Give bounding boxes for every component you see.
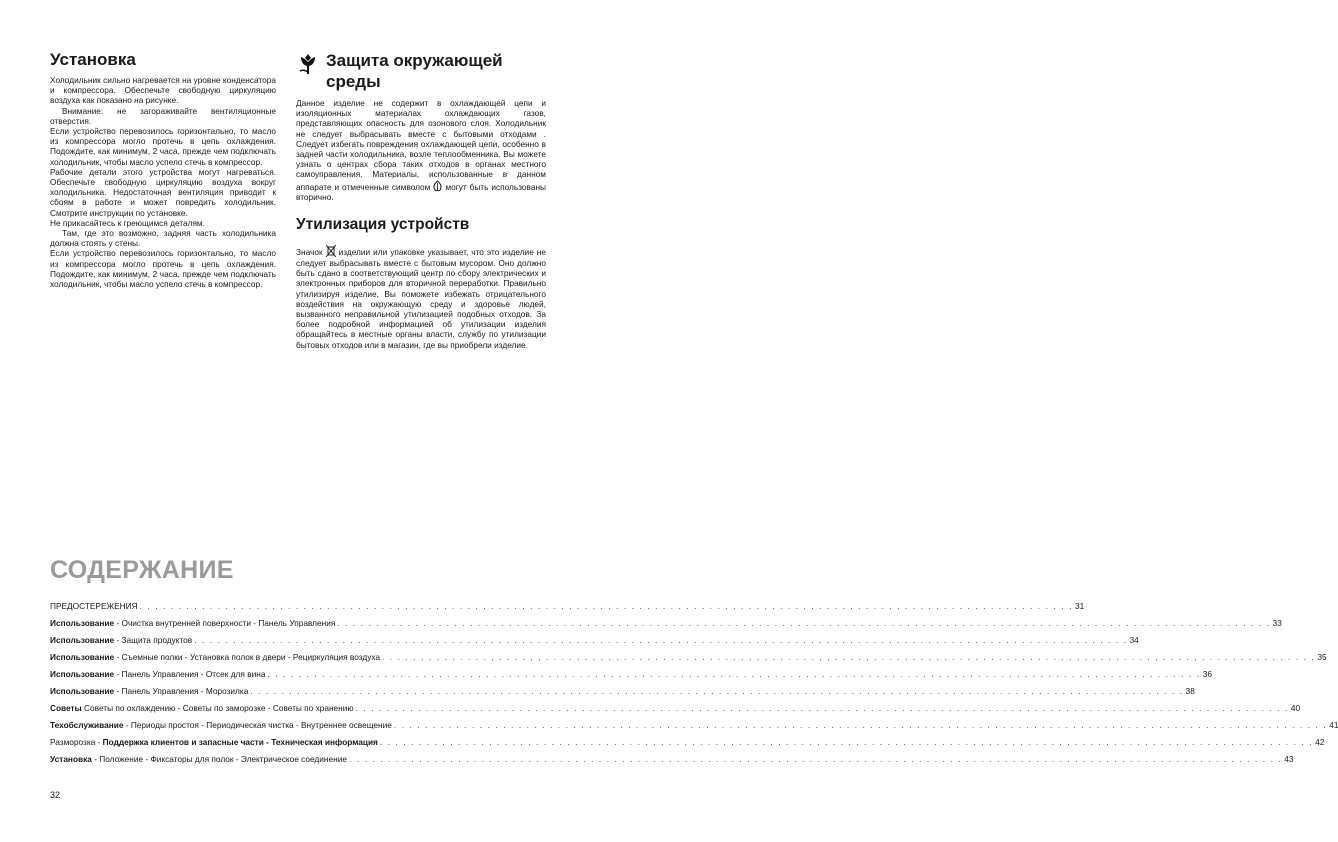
contents-entry: Разморозка - Поддержка клиентов и запасные части - Техническая информация — [50, 737, 378, 747]
contents-page-number: 35 — [1317, 652, 1327, 662]
contents-row[interactable] — [50, 669, 1212, 686]
warning-paragraph: Внимание: не загораживайте вентиляционные отверстия. — [50, 105, 276, 126]
contents-row[interactable] — [50, 686, 1195, 703]
installation-title: Установка — [50, 50, 136, 69]
contents-entry: ПРЕДОСТЕРЕЖЕНИЯ — [50, 601, 138, 611]
contents-entry: Использование - Съемные полки - Установка полок в двери - Рециркуляция воздуха — [50, 652, 381, 662]
contents-page-number: 40 — [1290, 703, 1301, 713]
paragraph: Там, где это возможно, задняя часть холодильника должна стоять у стены. — [50, 228, 276, 249]
page-number: 32 — [50, 790, 61, 800]
contents-entry: Установка - Положение - Фиксаторы для полок - Электрическое соединение — [50, 754, 347, 764]
contents-row[interactable] — [50, 635, 1139, 652]
contents-page-number: 42 — [1315, 737, 1325, 747]
recycle-leaf-icon — [432, 180, 443, 192]
environment-paragraph: Данное изделие не содержит в охлаждающей цепи и изоляционных материалах охлаждающих газов, представляющих опасность для озонового слоя. Холодильник не следует выбрасывать вместе с бытовыми отходами . Следует избегать повреждения охлаждающей цепи, особенно в задней части холодильника, возле теплообменника. Вы можете узнать о центрах сбора таких отходов в органах местного самоуправления. Материалы, использованные в данном аппарате и отмеченные символом могут быть использованы вторично. — [296, 98, 546, 202]
contents-row[interactable] — [50, 737, 1325, 754]
tulip-icon — [296, 52, 320, 76]
contents-page-number: 31 — [1074, 601, 1085, 611]
contents-entry: Советы Советы по охлаждению - Советы по заморозке - Советы по хранению — [50, 703, 354, 713]
leader-dots: . . . . . . . . . . . . . . . . . . . . . . . . . . . . . . . . . . . . . . . . . . . . . . . . . . . . . . . . . . . . . . . . . . . . . . . . . . . . . . . . . . . . . . . . . . . . . . . . . . . . . . . . . . . . . . . . . . . . . . . . — [355, 703, 1289, 713]
leader-dots: . . . . . . . . . . . . . . . . . . . . . . . . . . . . . . . . . . . . . . . . . . . . . . . . . . . . . . . . . . . . . . . . . . . . . . . . . . . . . . . . . . . . . . . . . . . . . . . . . . . . . . . . . . . . . . . . . . . . . . . . — [194, 635, 1128, 645]
paragraph: Если устройство перевозилось горизонтально, то масло из компрессора могло протечь в цепь охлаждения. Подождите, как минимум, 2 часа, прежде чем подключать холодильник, чтобы масло успело стечь в компрессор. — [50, 248, 276, 290]
leader-dots: . . . . . . . . . . . . . . . . . . . . . . . . . . . . . . . . . . . . . . . . . . . . . . . . . . . . . . . . . . . . . . . . . . . . . . . . . . . . . . . . . . . . . . . . . . . . . . . . . . . . . . . . . . . . . . . . . . . . . . . . — [139, 601, 1073, 611]
contents-page-number: 36 — [1202, 669, 1212, 679]
environment-heading — [296, 50, 546, 92]
contents-row[interactable] — [50, 652, 1327, 669]
leader-dots: . . . . . . . . . . . . . . . . . . . . . . . . . . . . . . . . . . . . . . . . . . . . . . . . . . . . . . . . . . . . . . . . . . . . . . . . . . . . . . . . . . . . . . . . . . . . . . . . . . . . . . . . . . . . . . . . . . . . . . . . — [267, 669, 1201, 679]
crossed-bin-icon — [325, 244, 337, 258]
paragraph: Не прикасайтесь к греющимся деталям. — [50, 217, 205, 228]
disposal-title: Утилизация устройств — [296, 216, 470, 234]
contents-row[interactable] — [50, 601, 1085, 618]
contents-page-number: 43 — [1284, 754, 1294, 764]
paragraph: Если устройство перевозилось горизонтально, то масло из компрессора могло протечь в цепь охлаждения. Подождите, как минимум, 2 часа, прежде чем подключать холодильник, чтобы масло успело стечь в компрессор. — [50, 126, 276, 167]
environment-section — [296, 50, 546, 350]
contents-entry: Использование - Защита продуктов — [50, 635, 193, 645]
leader-dots: . . . . . . . . . . . . . . . . . . . . . . . . . . . . . . . . . . . . . . . . . . . . . . . . . . . . . . . . . . . . . . . . . . . . . . . . . . . . . . . . . . . . . . . . . . . . . . . . . . . . . . . . . . . . . . . . . . . . . . . . — [379, 737, 1314, 747]
environment-title: Защита окружающей среды — [326, 51, 503, 91]
contents-page-number: 33 — [1272, 618, 1282, 628]
contents-page-number: 41 — [1329, 720, 1338, 730]
leader-dots: . . . . . . . . . . . . . . . . . . . . . . . . . . . . . . . . . . . . . . . . . . . . . . . . . . . . . . . . . . . . . . . . . . . . . . . . . . . . . . . . . . . . . . . . . . . . . . . . . . . . . . . . . . . . . . . . . . . . . . . . — [348, 754, 1283, 764]
contents-row[interactable] — [50, 754, 1294, 771]
disposal-paragraph: Значок изделии или упаковке указывает, что это изделие не следует выбрасывать вместе с бытовым мусором. Оно должно быть сдано в соответствующий центр по сбору электрических и электронных приборов для вторичной переработки. Правильно утилизируя изделие, Вы поможете избежать отрицательного воздействия на окружающую среду и здоровье людей, вызванного неправильной утилизацией подобных отходов. За более подробной информацией об утилизации изделия обращайтесь в местные органы власти, службу по утилизации бытовых отходов или в магазин, где вы приобрели изделие. — [296, 244, 546, 350]
contents-entry: Техобслуживание - Периоды простоя - Периодическая чистка - Внутреннее освещение — [50, 720, 392, 730]
leader-dots: . . . . . . . . . . . . . . . . . . . . . . . . . . . . . . . . . . . . . . . . . . . . . . . . . . . . . . . . . . . . . . . . . . . . . . . . . . . . . . . . . . . . . . . . . . . . . . . . . . . . . . . . . . . . . . . . . . . . . . . . — [382, 652, 1316, 662]
contents-page-number: 38 — [1185, 686, 1195, 696]
contents-row[interactable] — [50, 618, 1282, 635]
contents-page-number: 34 — [1129, 635, 1139, 645]
contents-entry: Использование - Панель Управления - Отсек для вина — [50, 669, 266, 679]
contents-row[interactable] — [50, 720, 1338, 737]
leader-dots: . . . . . . . . . . . . . . . . . . . . . . . . . . . . . . . . . . . . . . . . . . . . . . . . . . . . . . . . . . . . . . . . . . . . . . . . . . . . . . . . . . . . . . . . . . . . . . . . . . . . . . . . . . . . . . . . . . . . . . . . — [250, 686, 1184, 696]
contents-title: СОДЕРЖАНИЕ — [50, 556, 234, 584]
leader-dots: . . . . . . . . . . . . . . . . . . . . . . . . . . . . . . . . . . . . . . . . . . . . . . . . . . . . . . . . . . . . . . . . . . . . . . . . . . . . . . . . . . . . . . . . . . . . . . . . . . . . . . . . . . . . . . . . . . . . . . . . — [393, 720, 1328, 730]
paragraph: Рабочие детали этого устройства могут нагреваться. Обеспечьте свободную циркуляцию воздуха вокруг холодильника. Недостаточная вентиляция приводит к сбоям в работе и может повредить холодильник. Смотрите инструкции по установке. — [50, 166, 276, 218]
contents-entry: Использование - Очистка внутренней поверхности - Панель Управления — [50, 618, 336, 628]
leader-dots: . . . . . . . . . . . . . . . . . . . . . . . . . . . . . . . . . . . . . . . . . . . . . . . . . . . . . . . . . . . . . . . . . . . . . . . . . . . . . . . . . . . . . . . . . . . . . . . . . . . . . . . . . . . . . . . . . . . . . . . . — [337, 618, 1271, 628]
contents-entry: Использование - Панель Управления - Морозилка — [50, 686, 249, 696]
contents-row[interactable] — [50, 703, 1301, 720]
contents-list — [50, 601, 1338, 771]
installation-section — [50, 50, 276, 289]
paragraph: Холодильник сильно нагревается на уровне конденсатора и компрессора. Обеспечьте свободную циркуляцию воздуха как показано на рисунке. — [50, 75, 276, 106]
